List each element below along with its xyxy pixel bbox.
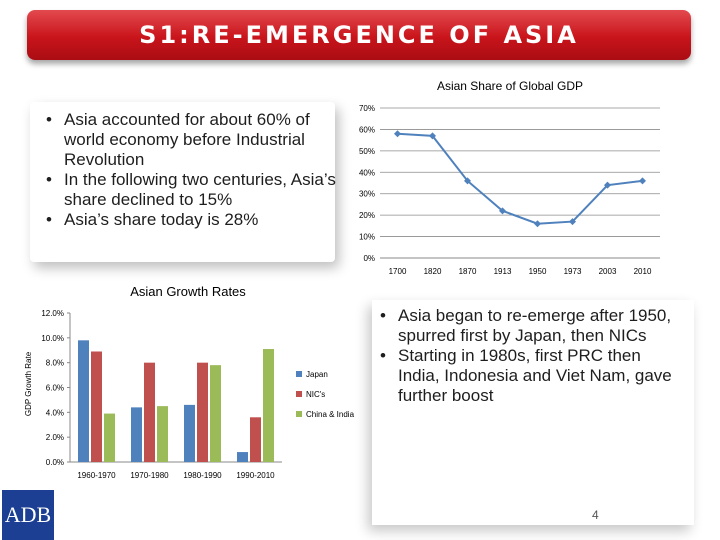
line-ytick-label: 50% xyxy=(358,146,375,156)
left-bullet-1: • Asia accounted for about 60% of world economy before Industrial Revolution xyxy=(44,110,336,170)
bar-1-1 xyxy=(144,363,155,462)
bar-2-0 xyxy=(104,414,115,462)
right-bullet-1: • Asia began to re-emerge after 1950, spurred first by Japan, then NICs xyxy=(378,306,686,346)
legend-swatch xyxy=(296,391,302,397)
adb-logo xyxy=(2,490,54,540)
bar-xtick-label: 1960-1970 xyxy=(77,471,116,480)
bar-xtick-label: 1970-1980 xyxy=(130,471,169,480)
line-xtick-label: 2010 xyxy=(633,267,652,276)
bar-chart-ylabel: GDP Growth Rate xyxy=(24,351,33,417)
bar-0-1 xyxy=(131,407,142,462)
line-xtick-label: 1820 xyxy=(423,267,442,276)
left-bullet-3: • Asia’s share today is 28% xyxy=(44,210,336,230)
line-xtick-label: 1700 xyxy=(388,267,407,276)
bar-0-2 xyxy=(184,405,195,462)
right-bullet-2: • Starting in 1980s, first PRC then India, Indonesia and Viet Nam, gave further boost xyxy=(378,346,686,406)
bar-ytick-label: 12.0% xyxy=(41,309,64,318)
bar-2-1 xyxy=(157,406,168,462)
bar-chart-title: Asian Growth Rates xyxy=(130,284,246,299)
line-ytick-label: 60% xyxy=(358,125,375,135)
bar-2-2 xyxy=(210,365,221,462)
line-ytick-label: 70% xyxy=(358,104,375,113)
bar-1-2 xyxy=(197,363,208,462)
line-xtick-label: 1950 xyxy=(528,267,547,276)
bar-2-3 xyxy=(263,349,274,462)
slide-title: S1:RE-EMERGENCE OF ASIA xyxy=(139,21,579,49)
line-ytick-label: 30% xyxy=(358,189,375,199)
line-ytick-label: 10% xyxy=(358,232,375,242)
line-ytick-label: 20% xyxy=(358,211,375,221)
line-xtick-label: 1913 xyxy=(493,267,512,276)
bar-ytick-label: 2.0% xyxy=(45,433,64,443)
slide-number: 4 xyxy=(592,508,599,522)
legend-label: NIC's xyxy=(306,390,326,399)
bar-ytick-label: 10.0% xyxy=(41,333,64,343)
bar-0-3 xyxy=(237,452,248,462)
bar-1-0 xyxy=(91,351,102,462)
bar-xtick-label: 1980-1990 xyxy=(183,471,222,480)
line-xtick-label: 1870 xyxy=(458,267,477,276)
logo-text: ADB xyxy=(4,502,52,527)
line-chart-title: Asian Share of Global GDP xyxy=(436,79,584,93)
bar-0-0 xyxy=(78,340,89,462)
bar-ytick-label: 0.0% xyxy=(45,458,64,467)
bar-ytick-label: 8.0% xyxy=(45,358,64,368)
line-ytick-label: 0% xyxy=(363,254,375,263)
line-xtick-label: 1973 xyxy=(563,267,582,276)
legend-swatch xyxy=(296,411,302,417)
line-ytick-label: 40% xyxy=(358,168,375,178)
bar-ytick-label: 4.0% xyxy=(45,408,64,418)
bar-1-3 xyxy=(250,417,261,462)
legend-swatch xyxy=(296,371,302,377)
left-bullet-2: • In the following two centuries, Asia’s share declined to 15% xyxy=(44,170,336,210)
legend-label: China & India xyxy=(306,410,355,419)
line-xtick-label: 2003 xyxy=(598,267,617,276)
bar-xtick-label: 1990-2010 xyxy=(236,471,275,480)
bar-ytick-label: 6.0% xyxy=(45,383,64,393)
legend-label: Japan xyxy=(306,370,328,379)
